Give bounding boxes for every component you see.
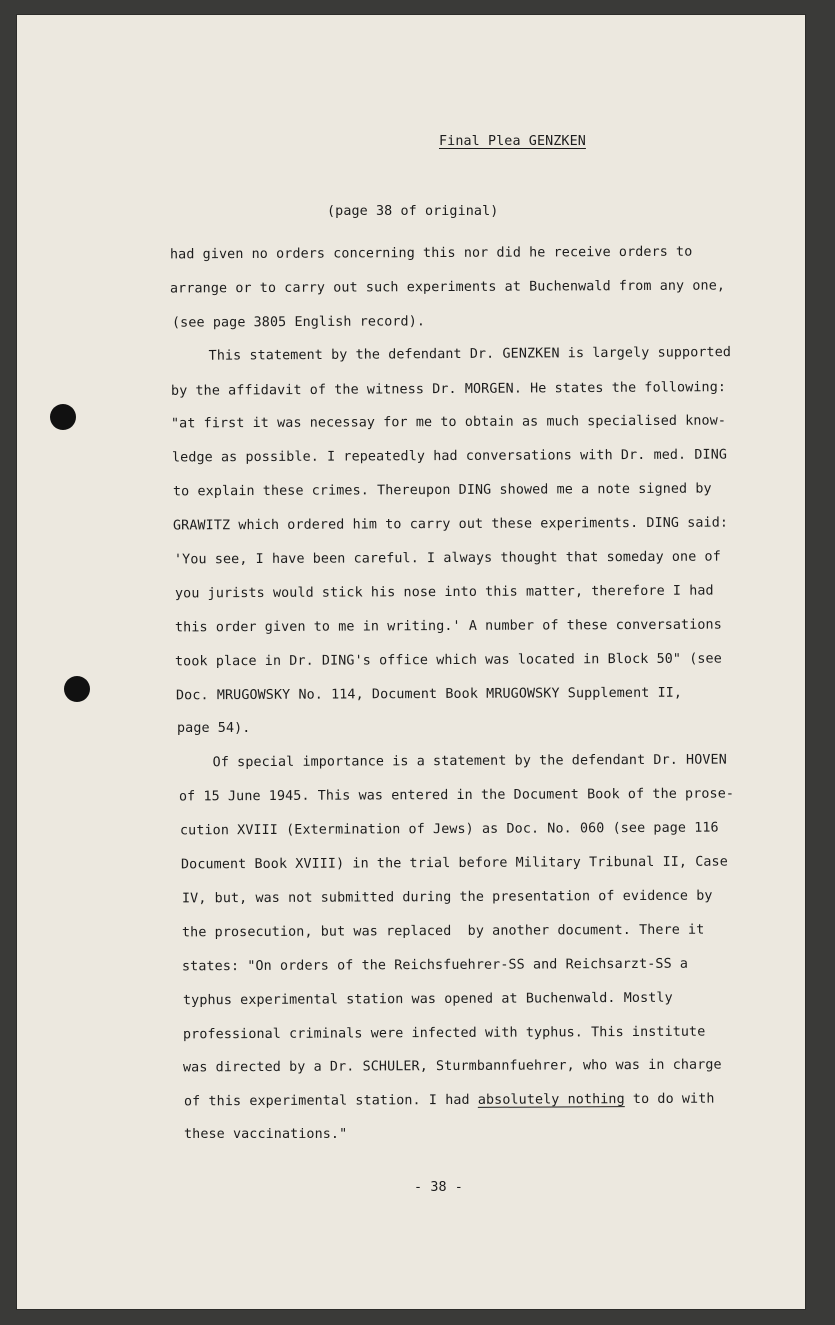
document-title: Final Plea GENZKEN (439, 134, 586, 149)
text-line: Document Book XVIII) in the trial before Military Tribunal II, Case (180, 854, 728, 873)
text-line: cution XVIII (Extermination of Jews) as Doc. No. 060 (see page 116 (179, 820, 719, 839)
text-line: (see page 3805 English record). (171, 314, 426, 331)
text-line: to explain these crimes. Thereupon DING showed me a note signed by (172, 481, 712, 500)
text-segment: to do with (624, 1091, 715, 1108)
text-segment: of this experimental station. I had (183, 1092, 478, 1110)
text-line: had given no orders concerning this nor did he receive orders to (169, 244, 693, 263)
text-line: GRAWITZ which ordered him to carry out these experiments. DING said: (172, 515, 729, 534)
text-line: ledge as possible. I repeatedly had conversations with Dr. med. DING (171, 447, 728, 466)
text-line: these vaccinations." (184, 1127, 348, 1142)
text-line: 'You see, I have been careful. I always thought that someday one of (173, 549, 721, 568)
text-line: page 54). (177, 721, 251, 736)
page-number: - 38 - (414, 1180, 463, 1195)
text-line: "at first it was necessay for me to obtain as much specialised know- (170, 413, 727, 432)
text-line: of 15 June 1945. This was entered in the Document Book of the prose- (178, 786, 735, 805)
document-page (16, 14, 806, 1310)
text-line: arrange or to carry out such experiments at Buchenwald from any one, (169, 278, 726, 297)
text-line: the prosecution, but was replaced by another document. There it (181, 922, 705, 941)
text-line: This statement by the defendant Dr. GENZKEN is largely supported (175, 345, 732, 364)
text-line: you jurists would stick his nose into this matter, therefore I had (174, 583, 714, 602)
text-line: typhus experimental station was opened at Buchenwald. Mostly (182, 990, 673, 1009)
text-line: professional criminals were infected with typhus. This institute (182, 1024, 706, 1043)
text-line: by the affidavit of the witness Dr. MORGEN. He states the following: (170, 380, 727, 399)
punch-hole (64, 676, 90, 702)
text-line: states: "On orders of the Reichsfuehrer-SS and Reichsarzt-SS a (181, 956, 689, 975)
underlined-phrase: absolutely nothing (477, 1092, 625, 1108)
text-line: Doc. MRUGOWSKY No. 114, Document Book MRUGOWSKY Supplement II, (175, 685, 683, 704)
text-line: Of special importance is a statement by the defendant Dr. HOVEN (179, 752, 727, 771)
text-line: took place in Dr. DING's office which was located in Block 50" (see (174, 651, 722, 670)
punch-hole (50, 404, 76, 430)
text-line: IV, but, was not submitted during the presentation of evidence by (181, 888, 713, 907)
text-line: this order given to me in writing.' A number of these conversations (174, 617, 722, 636)
text-line (184, 1092, 715, 1110)
original-page-reference: (page 38 of original) (327, 204, 499, 219)
text-line: was directed by a Dr. SCHULER, Sturmbannfuehrer, who was in charge (182, 1057, 722, 1076)
